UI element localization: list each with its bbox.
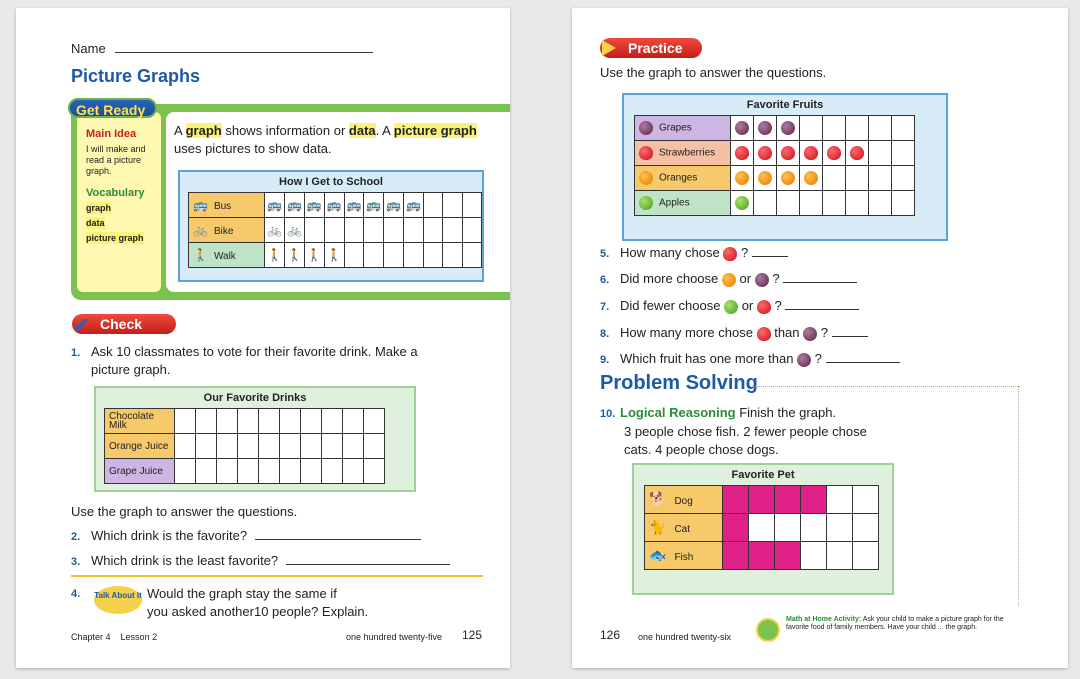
filled-cell[interactable] [723,486,749,514]
empty-cell [823,166,846,191]
name-row [71,41,373,56]
strawberry-icon [758,146,772,160]
strawberry-icon [781,146,795,160]
grape-icon [781,121,795,135]
fruit-mark [731,191,754,216]
empty-cell [462,193,481,218]
row-label: 🐟 Fish [645,542,723,570]
strawberry-icon [827,146,841,160]
row-label: Grape Juice [105,459,175,484]
empty-cell[interactable] [801,542,827,570]
strawberry-icon [757,300,771,314]
empty-cell [892,166,915,191]
empty-cell[interactable] [853,514,879,542]
empty-cell [344,218,364,243]
bus-icon: 🚌 [193,198,208,212]
question-4-text: Would the graph stay the same if you asked another10 people? Explain. [147,586,369,619]
use-graph-text: Use the graph to answer the questions. [71,504,298,519]
fruit-graph [622,93,948,241]
empty-cell [846,166,869,191]
grape-icon [797,353,811,367]
empty-cell [869,191,892,216]
row-label: 🚌 Bus [189,193,265,218]
bike-icon: 🚲 [265,218,285,243]
footer-words-right: one hundred twenty-six [638,632,732,642]
intro-text: A graph shows information or data. A picture graph uses pictures to show data. [174,123,477,156]
drinks-graph-title: Our Favorite Drinks [203,392,307,404]
right-page [572,8,1068,668]
empty-cell[interactable] [827,514,853,542]
apple-icon [735,196,749,210]
graph-cell[interactable] [259,459,280,484]
empty-cell [423,193,442,218]
fruit-mark [846,141,869,166]
filled-cell[interactable] [723,542,749,570]
graph-cell[interactable] [196,459,217,484]
walker-icon: 🚶 [324,243,344,268]
graph-cell[interactable] [238,434,259,459]
grape-icon [639,121,653,135]
graph-cell[interactable] [322,409,343,434]
fruit-mark [800,166,823,191]
empty-cell [443,218,462,243]
empty-cell [423,218,442,243]
filled-cell[interactable] [723,514,749,542]
main-idea-label: Main Idea [86,128,137,140]
graph-cell[interactable] [343,409,364,434]
graph-cell[interactable] [175,434,196,459]
question-2: 2. Which drink is the favorite? [71,528,421,543]
get-ready-banner: Get Ready [68,98,157,118]
question-6: 6. Did more choose or ? [600,271,857,287]
row-label: Apples [635,191,731,216]
walker-icon: 🚶 [193,248,208,262]
vocab-picture-graph: picture graph [393,123,477,138]
graph-cell[interactable] [238,459,259,484]
graph-cell[interactable] [343,459,364,484]
orange-icon [722,273,736,287]
question-3: 3. Which drink is the least favorite? [71,553,450,568]
divider [71,575,483,577]
vocabulary-label: Vocabulary [86,187,145,199]
strawberry-icon [639,146,653,160]
empty-cell [869,116,892,141]
table-row [105,409,385,434]
strawberry-icon [757,327,771,341]
row-label: Orange Juice [105,434,175,459]
answer-2-field[interactable] [255,539,421,540]
dotted-divider [752,386,1020,387]
answer-6-field[interactable] [783,282,857,283]
empty-cell [754,191,777,216]
vocab-item: picture graph [86,233,144,243]
graph-cell[interactable] [280,459,301,484]
drinks-graph [94,386,416,492]
empty-cell [364,218,384,243]
walker-icon: 🚶 [265,243,285,268]
graph-cell[interactable] [301,434,322,459]
empty-cell[interactable] [827,486,853,514]
main-idea-text: I will make and read a picture graph. [86,144,146,176]
name-label: Name [71,41,106,56]
cat-icon: 🐈 [649,519,667,535]
graph-cell[interactable] [280,434,301,459]
apple-icon [724,300,738,314]
orange-icon [758,171,772,185]
empty-cell[interactable] [853,486,879,514]
bus-icon: 🚌 [285,193,305,218]
empty-cell [869,166,892,191]
walker-icon: 🚶 [304,243,324,268]
graph-cell[interactable] [175,409,196,434]
filled-cell[interactable] [775,486,801,514]
bus-icon: 🚌 [324,193,344,218]
row-label: Chocolate Milk [105,409,175,434]
empty-cell [443,243,462,268]
fruit-mark [754,141,777,166]
bike-icon: 🚲 [193,223,208,237]
bike-icon: 🚲 [285,218,305,243]
fruit-mark [754,166,777,191]
empty-cell [892,191,915,216]
home-activity-icon [756,618,780,642]
graph-cell[interactable] [217,459,238,484]
fruit-mark [823,141,846,166]
answer-8-field[interactable] [832,336,868,337]
fruit-mark [731,141,754,166]
graph-cell[interactable] [217,434,238,459]
graph-cell[interactable] [364,459,385,484]
table-row [645,542,879,570]
table-row [635,166,915,191]
bus-icon: 🚌 [265,193,285,218]
empty-cell [404,243,424,268]
graph-cell[interactable] [343,434,364,459]
bus-icon: 🚌 [384,193,404,218]
bus-icon: 🚌 [344,193,364,218]
grape-icon [755,273,769,287]
fruit-graph-table [634,115,915,216]
vocab-item: graph [86,203,112,213]
empty-cell [892,141,915,166]
problem-solving-title: Problem Solving [600,372,758,394]
empty-cell[interactable] [801,514,827,542]
empty-cell [344,243,364,268]
table-row [105,459,385,484]
strawberry-icon [723,247,737,261]
use-graph-text-right: Use the graph to answer the questions. [600,65,827,80]
footer-chapter: Chapter 4 Lesson 2 [71,632,158,642]
vocab-graph: graph [185,123,222,138]
empty-cell [423,243,442,268]
empty-cell [404,218,424,243]
bus-icon: 🚌 [304,193,324,218]
practice-banner: Practice [600,38,702,58]
check-banner: Check [72,314,176,334]
graph-cell[interactable] [259,409,280,434]
school-graph-title: How I Get to School [279,176,383,188]
empty-cell [777,191,800,216]
answer-3-field[interactable] [286,564,450,565]
filled-cell[interactable] [749,542,775,570]
grape-icon [735,121,749,135]
empty-cell [892,116,915,141]
fruit-mark [777,141,800,166]
table-row [189,243,482,268]
empty-cell[interactable] [775,514,801,542]
question-5: 5. How many chose ? [600,245,788,261]
intro-panel [166,112,510,292]
question-1: 1. Ask 10 classmates to vote for their favorite drink. Make a picture graph. [71,344,418,377]
fruit-mark [777,116,800,141]
pet-graph-title: Favorite Pet [731,469,795,481]
graph-cell[interactable] [196,409,217,434]
talk-about-it-badge: Talk About It [94,586,142,614]
strawberry-icon [850,146,864,160]
empty-cell [462,218,481,243]
answer-7-field[interactable] [785,309,859,310]
empty-cell [304,218,324,243]
graph-cell[interactable] [322,434,343,459]
graph-cell[interactable] [196,434,217,459]
orange-icon [804,171,818,185]
question-4: 4. [71,588,81,600]
answer-5-field[interactable] [752,256,788,257]
page-number-right: 126 [600,628,621,642]
row-label: 🐈 Cat [645,514,723,542]
empty-cell [846,191,869,216]
question-10: 10. Logical Reasoning Finish the graph. 3 people chose fish. 2 fewer people chose cats. 4 people chose dogs. [600,405,867,457]
pet-graph [632,463,894,595]
vocab-item: data [86,218,105,228]
orange-icon [781,171,795,185]
footer-words: one hundred twenty-five [346,632,443,642]
vocabulary-list [86,201,161,246]
empty-cell [462,243,481,268]
dog-icon: 🐕 [649,491,667,507]
pet-graph-table [644,485,879,570]
question-9: 9. Which fruit has one more than ? [600,351,900,367]
empty-cell[interactable] [749,514,775,542]
page-number: 125 [462,628,483,642]
left-page [16,8,510,668]
empty-cell [364,243,384,268]
empty-cell [384,218,404,243]
main-idea-box [77,112,161,292]
empty-cell [823,116,846,141]
walker-icon: 🚶 [285,243,305,268]
fruit-mark [777,166,800,191]
graph-cell[interactable] [364,409,385,434]
apple-icon [639,196,653,210]
school-graph-table [188,192,482,268]
home-activity: Math at Home Activity: Ask your child to make a picture graph for the favorite food of family members. Have your child ... the graph. [786,616,1004,631]
empty-cell [800,116,823,141]
question-8: 8. How many more chose than ? [600,325,868,341]
empty-cell [823,191,846,216]
fish-icon: 🐟 [649,547,667,563]
fruit-graph-title: Favorite Fruits [746,99,824,111]
page-title: Picture Graphs [71,66,201,86]
fruit-mark [754,116,777,141]
empty-cell [800,191,823,216]
answer-9-field[interactable] [826,362,900,363]
filled-cell[interactable] [749,486,775,514]
graph-cell[interactable] [217,409,238,434]
checkmark-icon: ✔ [73,315,90,337]
orange-icon [735,171,749,185]
table-row [189,218,482,243]
empty-cell [384,243,404,268]
fruit-mark [731,166,754,191]
graph-cell[interactable] [322,459,343,484]
table-row [645,514,879,542]
graph-cell[interactable] [175,459,196,484]
drinks-graph-table [104,408,385,484]
row-label: 🐕 Dog [645,486,723,514]
row-label: 🚲 Bike [189,218,265,243]
empty-cell [869,141,892,166]
row-label: Grapes [635,116,731,141]
row-label: Strawberries [635,141,731,166]
filled-cell[interactable] [801,486,827,514]
filled-cell[interactable] [775,542,801,570]
table-row [635,141,915,166]
table-row [645,486,879,514]
school-graph [178,170,484,282]
table-row [635,191,915,216]
empty-cell [324,218,344,243]
empty-cell[interactable] [827,542,853,570]
graph-cell[interactable] [280,409,301,434]
strawberry-icon [735,146,749,160]
graph-cell[interactable] [259,434,280,459]
question-7: 7. Did fewer choose or ? [600,298,859,314]
row-label: Oranges [635,166,731,191]
name-field[interactable] [115,52,373,53]
vocab-data: data [348,123,376,138]
empty-cell[interactable] [853,542,879,570]
graph-cell[interactable] [364,434,385,459]
arrow-icon [602,40,616,56]
orange-icon [639,171,653,185]
graph-cell[interactable] [238,409,259,434]
graph-cell[interactable] [301,459,322,484]
row-label: 🚶 Walk [189,243,265,268]
strawberry-icon [804,146,818,160]
bus-icon: 🚌 [404,193,424,218]
fruit-mark [800,141,823,166]
empty-cell [846,116,869,141]
fruit-mark [731,116,754,141]
table-row [105,434,385,459]
graph-cell[interactable] [301,409,322,434]
dotted-divider-right [1018,386,1019,606]
table-row [189,193,482,218]
bus-icon: 🚌 [364,193,384,218]
grape-icon [803,327,817,341]
get-ready-panel [71,104,510,300]
table-row [635,116,915,141]
empty-cell [443,193,462,218]
grape-icon [758,121,772,135]
